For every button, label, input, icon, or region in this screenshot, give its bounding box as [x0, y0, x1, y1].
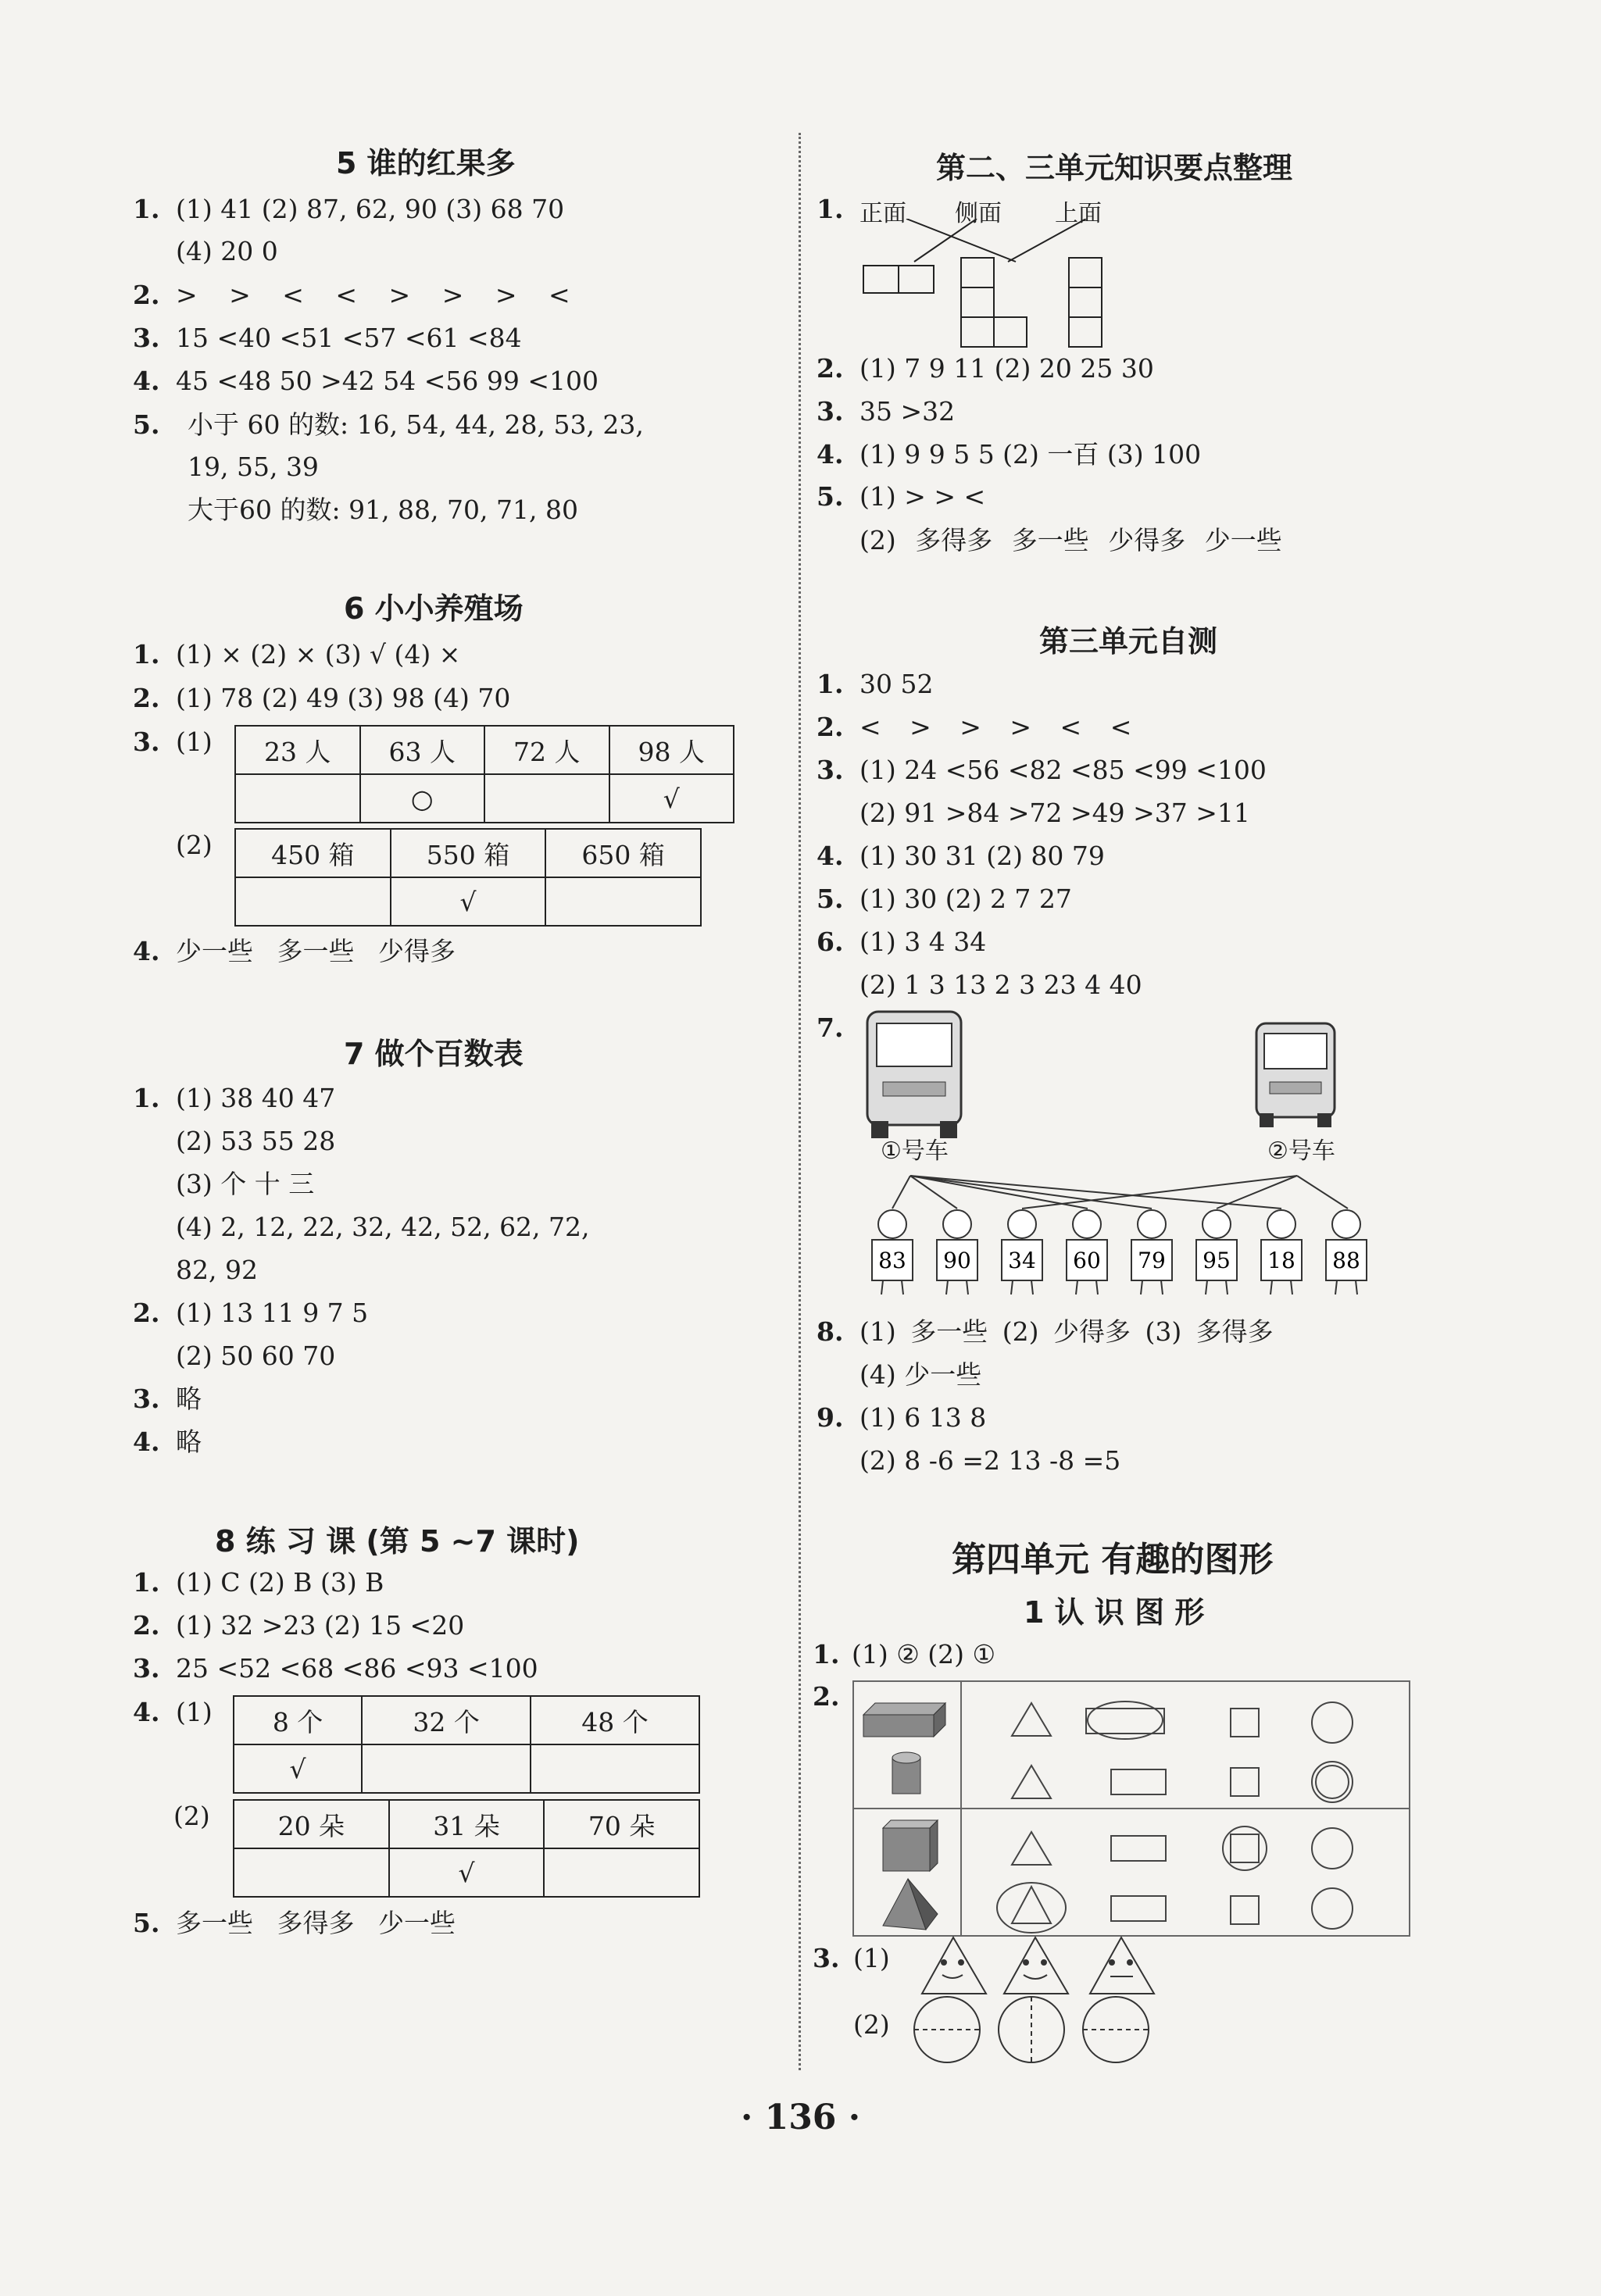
r23-num-2: 2. [817, 353, 844, 384]
card-number: 79 [1138, 1248, 1166, 1273]
cell [235, 877, 391, 926]
s8-num-5: 5. [133, 1908, 160, 1938]
cell: 32 个 [362, 1696, 531, 1744]
cell: 450 箱 [235, 829, 391, 877]
s7-line: 82, 92 [176, 1255, 258, 1285]
cell: 72 人 [484, 726, 609, 774]
card-number: 95 [1203, 1248, 1231, 1273]
section-title-unit4: 第四单元 有趣的图形 [952, 1540, 1274, 1580]
s8-q4-label2: (2) [173, 1801, 210, 1831]
s5-line: 小于 60 的数: 16, 54, 44, 28, 53, 23, [188, 409, 644, 440]
child-number-card [1196, 1210, 1237, 1294]
r3-num-7: 7. [817, 1012, 844, 1043]
r23-num-1: 1. [817, 194, 844, 224]
section-subtitle-unit4: 1 认 识 图 形 [1024, 1595, 1205, 1630]
block-views-diagram [852, 219, 1110, 352]
r23-num-5: 5. [817, 481, 844, 512]
r3-line: (1) 30 (2) 2 7 27 [859, 884, 1072, 914]
bus-icon [1256, 1023, 1335, 1127]
s5-line: (4) 20 0 [176, 236, 278, 266]
cell: 70 朵 [544, 1800, 699, 1848]
r23-num-4: 4. [817, 439, 844, 470]
s7-line: (1) 38 40 47 [176, 1083, 336, 1113]
s6-num-3: 3. [133, 727, 160, 757]
cell [362, 1744, 531, 1793]
s6-table-2 [234, 828, 702, 927]
r3-num-8: 8. [817, 1316, 844, 1347]
s7-num-2: 2. [133, 1298, 160, 1328]
r3-line: (1) 30 31 (2) 80 79 [859, 841, 1105, 871]
cell: 48 个 [531, 1696, 699, 1744]
s5-line: 45 <48 50 >42 54 <56 99 <100 [176, 366, 599, 396]
view-label-top: 上面 [1055, 200, 1102, 227]
view-label-side: 侧面 [955, 200, 1002, 227]
s8-table-1 [233, 1695, 700, 1794]
child-number-card [1067, 1210, 1107, 1294]
s7-line: 略 [176, 1384, 202, 1414]
cube-icon [883, 1820, 938, 1871]
card-number: 88 [1332, 1248, 1360, 1273]
s5-line: 15 <40 <51 <57 <61 <84 [176, 323, 522, 353]
s6-num-1: 1. [133, 639, 160, 670]
r3-num-1: 1. [817, 669, 844, 699]
section-title-5: 5 谁的红果多 [336, 146, 516, 180]
r4-num-3: 3. [813, 1943, 840, 1973]
r3-num-2: 2. [817, 712, 844, 742]
cell: 650 箱 [545, 829, 701, 877]
card-number: 34 [1008, 1248, 1036, 1273]
section-title-8: 8 练 习 课 (第 5 ~7 课时) [215, 1524, 580, 1559]
cell [235, 774, 360, 823]
r3-num-9: 9. [817, 1402, 844, 1433]
shapes-face-grid [852, 1680, 1414, 1945]
cell: √ [391, 877, 546, 926]
s6-q3-label2: (2) [176, 830, 213, 860]
cell: √ [609, 774, 734, 823]
r3-line: (4) 少一些 [859, 1359, 982, 1390]
cell: 31 朵 [389, 1800, 545, 1848]
s8-table-2 [233, 1799, 700, 1898]
r23-line: 35 >32 [859, 396, 956, 427]
s7-line: (1) 13 11 9 7 5 [176, 1298, 369, 1328]
child-number-card [1131, 1210, 1172, 1294]
page-number: · 136 · [740, 2098, 861, 2137]
r4-q3-2: (2) [853, 2009, 890, 2040]
cylinder-icon [892, 1752, 920, 1794]
cell: √ [234, 1744, 362, 1793]
s7-line: (4) 2, 12, 22, 32, 42, 52, 62, 72, [176, 1212, 590, 1242]
child-number-card [1261, 1210, 1302, 1294]
cell [484, 774, 609, 823]
r3-num-3: 3. [817, 755, 844, 785]
bus-icon [867, 1012, 961, 1138]
s8-line: (1) 32 >23 (2) 15 <20 [176, 1610, 465, 1641]
s7-num-3: 3. [133, 1384, 160, 1414]
r23-line: (1) > > < [859, 481, 986, 512]
cell [545, 877, 701, 926]
s7-num-4: 4. [133, 1427, 160, 1457]
section-title-6: 6 小小养殖场 [344, 591, 524, 626]
cell: 23 人 [235, 726, 360, 774]
card-number: 60 [1073, 1248, 1101, 1273]
s8-q4-label: (1) [176, 1697, 213, 1727]
r4-line: (1) ② (2) ① [852, 1639, 996, 1669]
r4-q3-1: (1) [853, 1943, 890, 1973]
cell: 20 朵 [234, 1800, 389, 1848]
cell [531, 1744, 699, 1793]
child-number-card [872, 1210, 913, 1294]
r3-num-4: 4. [817, 841, 844, 871]
r3-line: 30 52 [859, 669, 934, 699]
card-number: 90 [943, 1248, 971, 1273]
s7-line: (2) 53 55 28 [176, 1126, 336, 1156]
s5-line: 大于60 的数: 91, 88, 70, 71, 80 [188, 495, 578, 525]
s5-num-3: 3. [133, 323, 160, 353]
cell: 550 箱 [391, 829, 546, 877]
card-number: 18 [1267, 1248, 1295, 1273]
section-title-unit3-test: 第三单元自测 [1039, 624, 1218, 659]
bus2-label: ②号车 [1267, 1137, 1335, 1165]
r23-num-3: 3. [817, 396, 844, 427]
view-label-front: 正面 [859, 200, 906, 227]
s8-num-2: 2. [133, 1610, 160, 1641]
r3-line: (1) 多一些 (2) 少得多 (3) 多得多 [859, 1316, 1274, 1347]
s5-num-5: 5. [133, 409, 160, 440]
cell [234, 1848, 389, 1897]
divided-circles [906, 1991, 1172, 2069]
s6-line: (1) × (2) × (3) √ (4) × [176, 639, 461, 670]
s7-line: (3) 个 十 三 [176, 1169, 315, 1199]
s6-table-1 [234, 725, 734, 823]
r3-line: (2) 91 >84 >72 >49 >37 >11 [859, 798, 1250, 828]
s5-num-2: 2. [133, 280, 160, 310]
s6-num-4: 4. [133, 936, 160, 966]
r3-num-5: 5. [817, 884, 844, 914]
s5-line: (1) 41 (2) 87, 62, 90 (3) 68 70 [176, 194, 565, 224]
s7-line: 略 [176, 1427, 202, 1457]
r3-line: (2) 8 -6 =2 13 -8 =5 [859, 1445, 1121, 1476]
s5-num-1: 1. [133, 194, 160, 224]
r4-num-1: 1. [813, 1639, 840, 1669]
cell: 8 个 [234, 1696, 362, 1744]
s8-line: (1) C (2) B (3) B [176, 1567, 384, 1598]
cell: 98 人 [609, 726, 734, 774]
s5-num-4: 4. [133, 366, 160, 396]
child-number-card [937, 1210, 977, 1294]
card-number: 83 [878, 1248, 906, 1273]
r4-num-2: 2. [813, 1681, 840, 1712]
s6-num-2: 2. [133, 683, 160, 713]
cell: √ [389, 1848, 545, 1897]
cell [544, 1848, 699, 1897]
child-number-card [1002, 1210, 1042, 1294]
s8-num-3: 3. [133, 1653, 160, 1684]
section-title-unit23: 第二、三单元知识要点整理 [936, 151, 1293, 185]
s8-num-1: 1. [133, 1567, 160, 1598]
s8-line: 25 <52 <68 <86 <93 <100 [176, 1653, 538, 1684]
r3-line: (2) 1 3 13 2 3 23 4 40 [859, 969, 1142, 1000]
s8-line: 多一些 多得多 少一些 [176, 1908, 456, 1938]
r3-line: (1) 3 4 34 [859, 927, 987, 957]
section-title-7: 7 做个百数表 [344, 1037, 524, 1071]
s8-num-4: 4. [133, 1697, 160, 1727]
r3-num-6: 6. [817, 927, 844, 957]
r3-line: < > > > < < [859, 712, 1132, 742]
s5-line: > > < < > > > < [176, 280, 570, 310]
s7-num-1: 1. [133, 1083, 160, 1113]
s6-line: (1) 78 (2) 49 (3) 98 (4) 70 [176, 683, 511, 713]
s6-line: 少一些 多一些 少得多 [176, 936, 456, 966]
r3-line: (1) 6 13 8 [859, 1402, 987, 1433]
r23-line: (2) 多得多 多一些 少得多 少一些 [859, 525, 1282, 555]
bus1-label: ①号车 [881, 1137, 949, 1165]
r23-line: (1) 9 9 5 5 (2) 一百 (3) 100 [859, 439, 1202, 470]
r23-line: (1) 7 9 11 (2) 20 25 30 [859, 353, 1154, 384]
s6-q3-label: (1) [176, 727, 213, 757]
child-number-card [1326, 1210, 1367, 1294]
r3-line: (1) 24 <56 <82 <85 <99 <100 [859, 755, 1267, 785]
cell: ○ [360, 774, 485, 823]
pyramid-icon [883, 1879, 938, 1930]
cuboid-icon [863, 1703, 945, 1737]
cell: 63 人 [360, 726, 485, 774]
column-divider [799, 133, 801, 2070]
s5-line: 19, 55, 39 [188, 452, 319, 482]
s7-line: (2) 50 60 70 [176, 1341, 336, 1371]
